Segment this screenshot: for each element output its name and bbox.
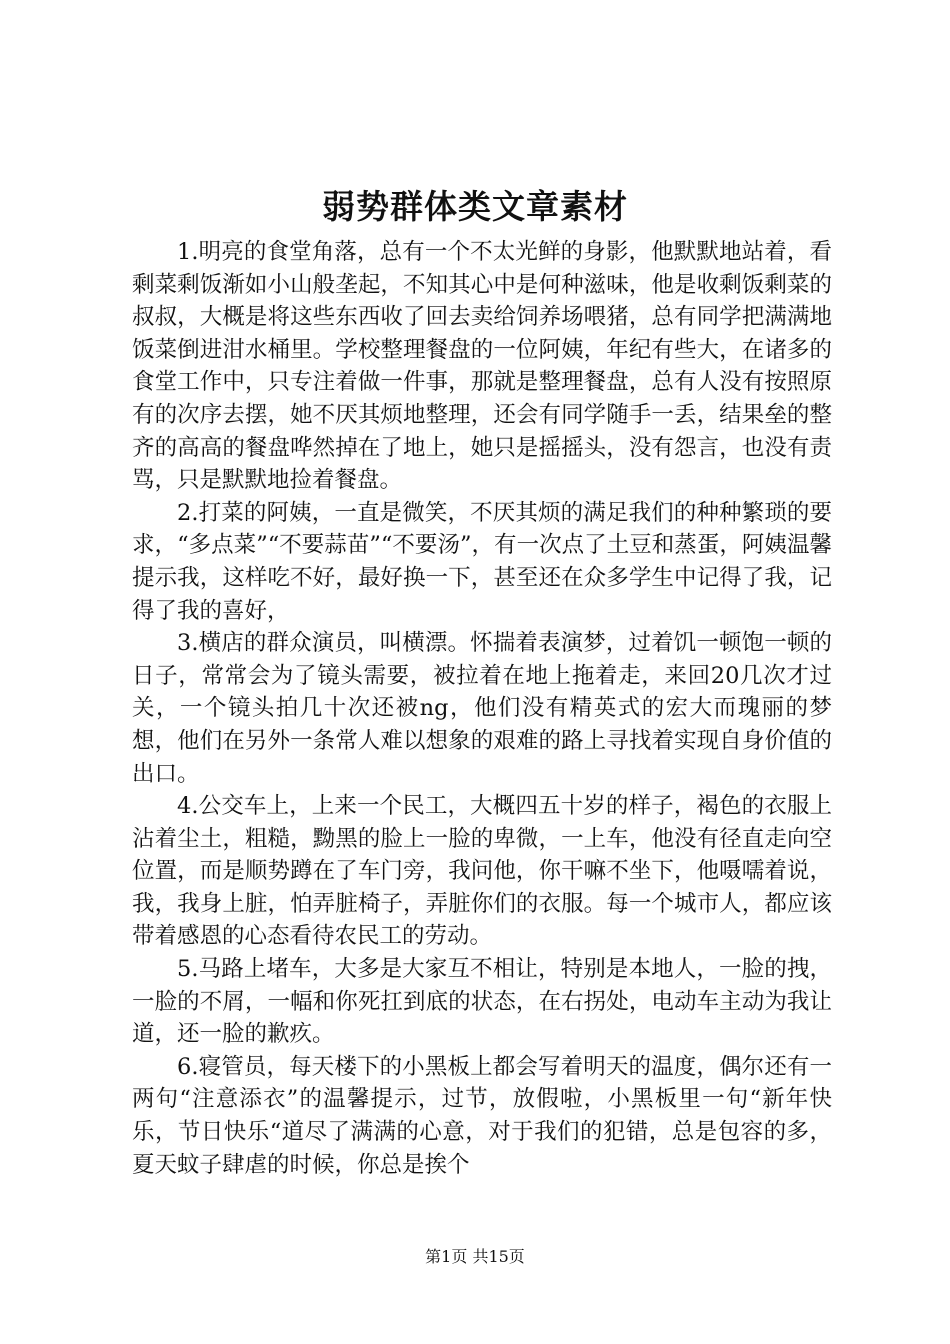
- paragraph-5: 5.马路上堵车，大多是大家互不相让，特别是本地人，一脸的拽，一脸的不屑，一幅和你死扛到底的状态，在右拐处，电动车主动为我让道，还一脸的歉疚。: [132, 956, 832, 1048]
- paragraph-4: 4.公交车上，上来一个民工，大概四五十岁的样子，褐色的衣服上沾着尘土，粗糙，黝黑的脸上一脸的卑微，一上车，他没有径直走向空位置，而是顺势蹲在了车门旁，我问他，你干嘛不坐下，他嗫嚅着说，我，我身上脏，怕弄脏椅子，弄脏你们的衣服。每一个城市人，都应该带着感恩的心态看待农民工的劳动。: [132, 793, 832, 950]
- paragraph-3: 3.横店的群众演员，叫横漂。怀揣着表演梦，过着饥一顿饱一顿的日子，常常会为了镜头需要，被拉着在地上拖着走，来回20几次才过关，一个镜头拍几十次还被ng，他们没有精英式的宏大而瑰丽的梦想，他们在另外一条常人难以想象的艰难的路上寻找着实现自身价值的出口。: [132, 630, 832, 787]
- document-title: 弱势群体类文章素材: [322, 187, 628, 226]
- paragraph-1: 1.明亮的食堂角落，总有一个不太光鲜的身影，他默默地站着，看剩菜剩饭渐如小山般垄起，不知其心中是何种滋味，他是收剩饭剩菜的叔叔，大概是将这些东西收了回去卖给饲养场喂猪，总有同学把满满地饭菜倒进泔水桶里。学校整理餐盘的一位阿姨，年纪有些大，在诸多的食堂工作中，只专注着做一件事，那就是整理餐盘，总有人没有按照原有的次序去摆，她不厌其烦地整理，还会有同学随手一丢，结果垒的整齐的高高的餐盘哗然掉在了地上，她只是摇摇头，没有怨言，也没有责骂，只是默默地捡着餐盘。: [132, 239, 832, 494]
- paragraph-6: 6.寝管员，每天楼下的小黑板上都会写着明天的温度，偶尔还有一两句“注意添衣”的温馨提示，过节，放假啦，小黑板里一句“新年快乐，节日快乐“道尽了满满的心意，对于我们的犯错，总是包容的多，夏天蚊子肆虐的时候，你总是挨个: [132, 1053, 832, 1178]
- page-number-label: 第1页 共15页: [425, 1247, 525, 1266]
- paragraph-2: 2.打菜的阿姨，一直是微笑，不厌其烦的满足我们的种种繁琐的要求，“多点菜”“不要蒜苗”“不要汤”，有一次点了土豆和蒸蛋，阿姨温馨提示我，这样吃不好，最好换一下，甚至还在众多学生中记得了我，记得了我的喜好，: [132, 499, 832, 624]
- document-body: [132, 236, 832, 1181]
- page-footer: [0, 1246, 950, 1268]
